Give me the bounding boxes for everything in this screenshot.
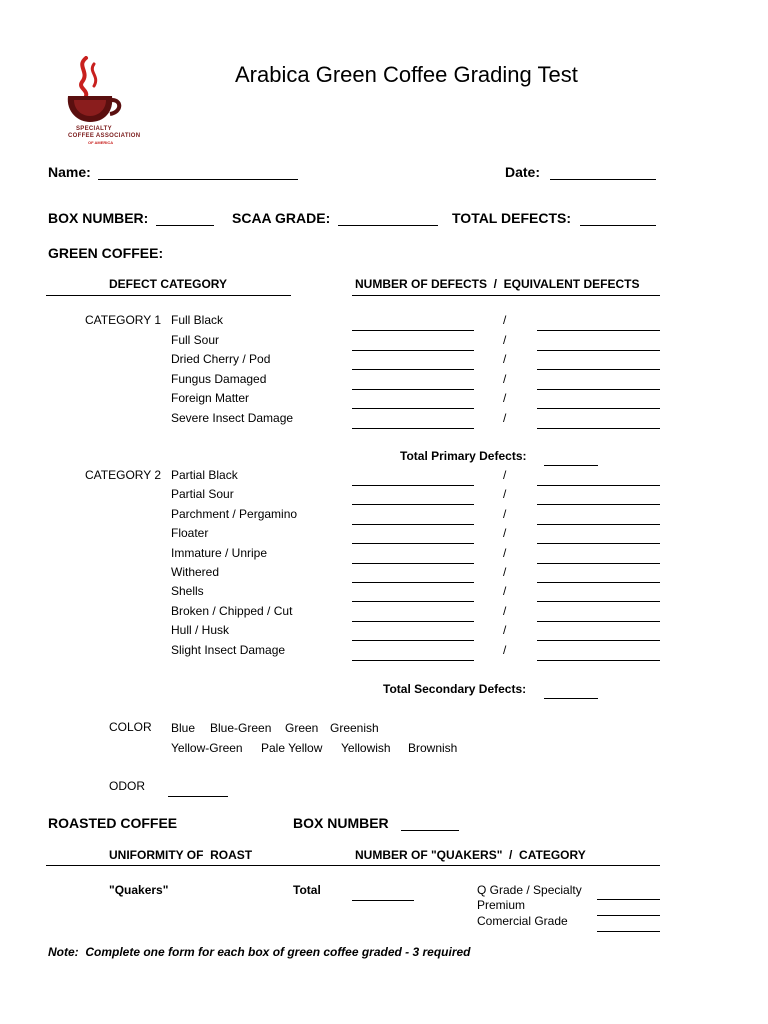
number-of-defects-field[interactable]: [352, 582, 474, 583]
number-of-defects-field[interactable]: [352, 563, 474, 564]
slash-separator: /: [503, 391, 507, 405]
equivalent-defects-field[interactable]: [537, 350, 660, 351]
defect-item-label: Floater: [171, 526, 209, 541]
equivalent-defects-field[interactable]: [537, 660, 660, 661]
equivalent-defects-field[interactable]: [537, 428, 660, 429]
slash-separator: /: [503, 468, 507, 482]
defect-item-label: Slight Insect Damage: [171, 642, 286, 657]
defect-category-underline: [46, 295, 291, 296]
equivalent-defects-field[interactable]: [537, 621, 660, 622]
defect-category-header: DEFECT CATEGORY: [109, 277, 228, 291]
number-of-defects-field[interactable]: [352, 524, 474, 525]
slash-separator: /: [503, 545, 507, 560]
page-title: Arabica Green Coffee Grading Test: [235, 62, 578, 87]
slash-separator: /: [503, 313, 507, 327]
equivalent-defects-field[interactable]: [537, 640, 660, 641]
roasted-box-number-label: BOX NUMBER: [293, 815, 389, 831]
number-of-defects-field[interactable]: [352, 408, 474, 409]
color-option-green[interactable]: Green: [285, 721, 319, 735]
defect-item-label: Withered: [171, 565, 220, 579]
color-label: COLOR: [109, 720, 152, 734]
scaa-grade-label: SCAA GRADE:: [232, 210, 331, 226]
name-field[interactable]: [98, 179, 298, 180]
quakers-label: "Quakers": [109, 883, 169, 897]
roasted-coffee-heading: ROASTED COFFEE: [48, 815, 178, 831]
equivalent-defects-field[interactable]: [537, 485, 660, 486]
number-of-defects-field[interactable]: [352, 621, 474, 622]
equivalent-defects-field[interactable]: [537, 389, 660, 390]
number-of-defects-field[interactable]: [352, 330, 474, 331]
green-coffee-heading: GREEN COFFEE:: [48, 245, 164, 261]
defect-item-label: Severe Insect Damage: [171, 410, 294, 425]
equivalent-defects-field[interactable]: [537, 582, 660, 583]
color-option-greenish[interactable]: Greenish: [330, 721, 379, 735]
defect-item-label: Partial Sour: [171, 487, 234, 502]
grade-comercial-field[interactable]: [597, 931, 660, 932]
number-of-defects-field[interactable]: [352, 369, 474, 370]
slash-separator: /: [503, 410, 507, 425]
coffee-cup-logo-icon: [60, 56, 160, 126]
grade-premium-label: Premium: [477, 898, 526, 912]
defect-item-label: Partial Black: [171, 468, 238, 482]
slash-separator: /: [503, 352, 507, 366]
number-of-defects-field[interactable]: [352, 640, 474, 641]
total-defects-field[interactable]: [580, 225, 656, 226]
defect-item-label: Fungus Damaged: [171, 371, 267, 386]
defect-item-label: Foreign Matter: [171, 391, 250, 405]
slash-separator: /: [503, 623, 507, 638]
grade-premium-field[interactable]: [597, 915, 660, 916]
uniformity-header: UNIFORMITY OF ROAST: [109, 848, 253, 862]
equivalent-defects-field[interactable]: [537, 330, 660, 331]
roasted-header-underline: [46, 865, 660, 866]
number-of-defects-field[interactable]: [352, 504, 474, 505]
defect-item-label: Full Sour: [171, 332, 220, 347]
logo-line-1: SPECIALTY: [76, 126, 112, 132]
equivalent-defects-field[interactable]: [537, 563, 660, 564]
date-label: Date:: [505, 164, 541, 180]
footer-note: Note: Complete one form for each box of green coffee graded - 3 required: [48, 945, 471, 959]
category-2-label: CATEGORY 2: [85, 468, 162, 482]
color-option-pale-yellow[interactable]: Pale Yellow: [261, 741, 323, 755]
number-of-defects-field[interactable]: [352, 389, 474, 390]
slash-separator: /: [503, 565, 507, 579]
slash-separator: /: [503, 603, 507, 618]
name-label: Name:: [48, 164, 91, 180]
number-of-defects-field[interactable]: [352, 660, 474, 661]
grade-comercial-label: Comercial Grade: [477, 914, 568, 928]
defect-item-label: Dried Cherry / Pod: [171, 352, 271, 366]
number-of-defects-field[interactable]: [352, 543, 474, 544]
category-1-label: CATEGORY 1: [85, 313, 162, 327]
slash-separator: /: [503, 584, 507, 599]
box-number-label: BOX NUMBER:: [48, 210, 149, 226]
quakers-total-field[interactable]: [352, 900, 414, 901]
slash-separator: /: [503, 487, 507, 502]
number-of-defects-field[interactable]: [352, 350, 474, 351]
slash-separator: /: [503, 332, 507, 347]
slash-separator: /: [503, 506, 507, 521]
number-equivalent-header: NUMBER OF DEFECTS / EQUIVALENT DEFECTS: [355, 277, 640, 291]
scaa-grade-field[interactable]: [338, 225, 438, 226]
equivalent-defects-field[interactable]: [537, 504, 660, 505]
slash-separator: /: [503, 371, 507, 386]
total-label: Total: [293, 883, 321, 897]
quakers-category-header: NUMBER OF "QUAKERS" / CATEGORY: [355, 848, 586, 862]
logo-line-3: OF AMERICA: [88, 140, 114, 145]
defect-item-label: Shells: [171, 584, 204, 599]
roasted-box-number-field[interactable]: [401, 830, 459, 831]
defect-item-label: Immature / Unripe: [171, 545, 268, 560]
slash-separator: /: [503, 642, 507, 657]
number-of-defects-field[interactable]: [352, 428, 474, 429]
logo-line-2: COFFEE ASSOCIATION: [68, 133, 141, 139]
equivalent-defects-field[interactable]: [537, 601, 660, 602]
equivalent-defects-field[interactable]: [537, 524, 660, 525]
slash-separator: /: [503, 526, 507, 541]
total-secondary-field[interactable]: [544, 698, 598, 699]
odor-field[interactable]: [168, 796, 228, 797]
total-primary-field[interactable]: [544, 465, 598, 466]
grade-q-specialty-field[interactable]: [597, 899, 660, 900]
defect-item-label: Hull / Husk: [171, 623, 230, 638]
color-option-blue[interactable]: Blue: [171, 721, 196, 735]
date-field[interactable]: [550, 179, 656, 180]
total-secondary-label: Total Secondary Defects:: [383, 682, 527, 696]
defect-item-label: Parchment / Pergamino: [171, 506, 298, 521]
color-option-yellow-green[interactable]: Yellow-Green: [171, 741, 243, 755]
total-primary-label: Total Primary Defects:: [400, 449, 527, 463]
grade-q-specialty-label: Q Grade / Specialty: [477, 883, 582, 897]
association-logo: [60, 56, 160, 146]
box-number-field[interactable]: [156, 225, 214, 226]
number-of-defects-field[interactable]: [352, 601, 474, 602]
equivalent-defects-field[interactable]: [537, 369, 660, 370]
color-option-yellowish[interactable]: Yellowish: [341, 741, 391, 755]
defect-item-label: Full Black: [171, 313, 224, 327]
number-of-defects-field[interactable]: [352, 485, 474, 486]
defect-item-label: Broken / Chipped / Cut: [171, 603, 293, 618]
equivalent-defects-field[interactable]: [537, 543, 660, 544]
color-option-brownish[interactable]: Brownish: [408, 741, 458, 755]
odor-label: ODOR: [109, 779, 145, 793]
equivalent-defects-field[interactable]: [537, 408, 660, 409]
total-defects-label: TOTAL DEFECTS:: [452, 210, 571, 226]
color-option-blue-green[interactable]: Blue-Green: [210, 721, 272, 735]
number-equivalent-underline: [352, 295, 660, 296]
